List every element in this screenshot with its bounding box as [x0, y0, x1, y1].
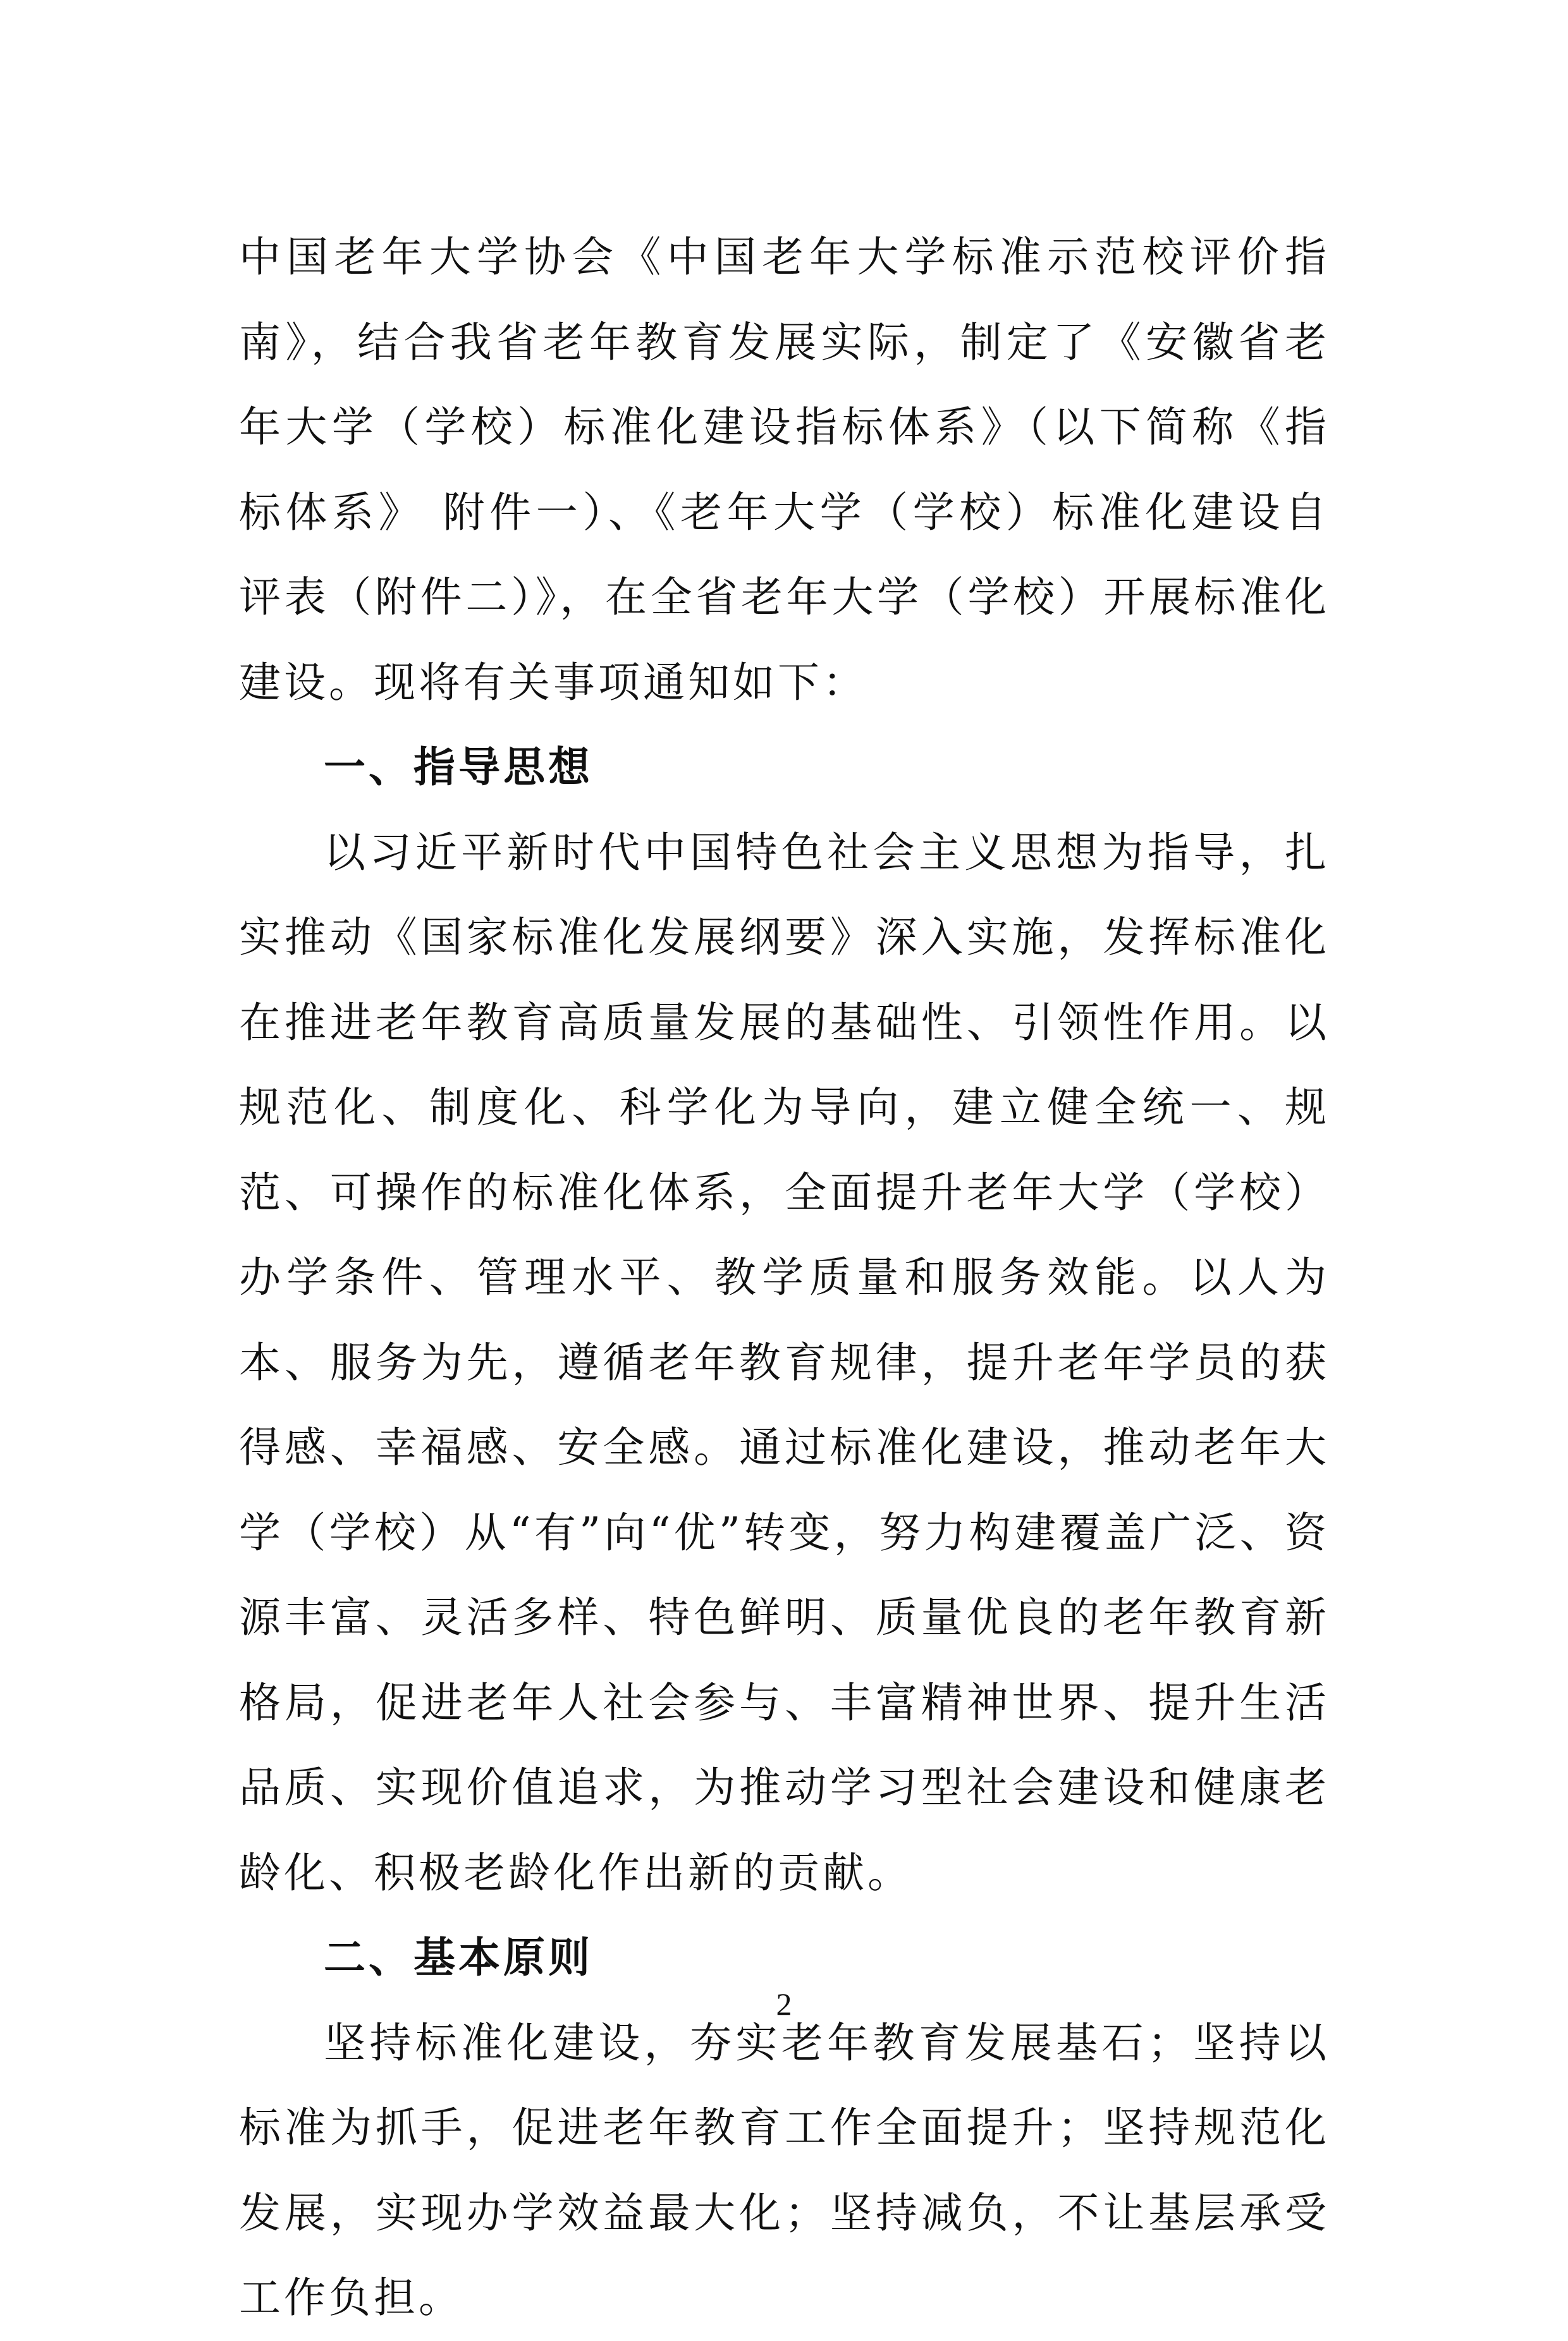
section-heading-guiding-thought: 一、指导思想 [324, 743, 593, 792]
section-heading-basic-principles: 二、基本原则 [324, 1933, 593, 1982]
intro-paragraph: 中国老年大学协会《中国老年大学标准示范校评价指南》，结合我省老年教育发展实际，制定了《安徽省老年大学（学校）标准化建设指标体系》（以下简称《指标体系》 附件一）、《老年大学（学校）标准化建设自评表（附件二）》，在全省老年大学（学校）开展标准化建设。现将有关事项通知如下： [239, 233, 1330, 707]
guiding-thought-paragraph: 以习近平新时代中国特色社会主义思想为指导，扎实推动《国家标准化发展纲要》深入实施，发挥标准化在推进老年教育高质量发展的基础性、引领性作用。以规范化、制度化、科学化为导向，建立健全统一、规范、可操作的标准化体系，全面提升老年大学（学校）办学条件、管理水平、教学质量和服务效能。以人为本、服务为先，遵循老年教育规律，提升老年学员的获得感、幸福感、安全感。通过标准化建设，推动老年大学（学校）从“有”向“优”转变，努力构建覆盖广泛、资源丰富、灵活多样、特色鲜明、质量优良的老年教育新格局，促进老年人社会参与、丰富精神世界、提升生活品质、实现价值追求，为推动学习型社会建设和健康老龄化、积极老龄化作出新的贡献。 [239, 828, 1330, 1897]
page-number: 2 [776, 1986, 792, 2022]
basic-principles-paragraph: 坚持标准化建设，夯实老年教育发展基石；坚持以标准为抓手，促进老年教育工作全面提升；坚持规范化发展，实现办学效益最大化；坚持减负，不让基层承受工作负担。 [239, 2018, 1330, 2322]
